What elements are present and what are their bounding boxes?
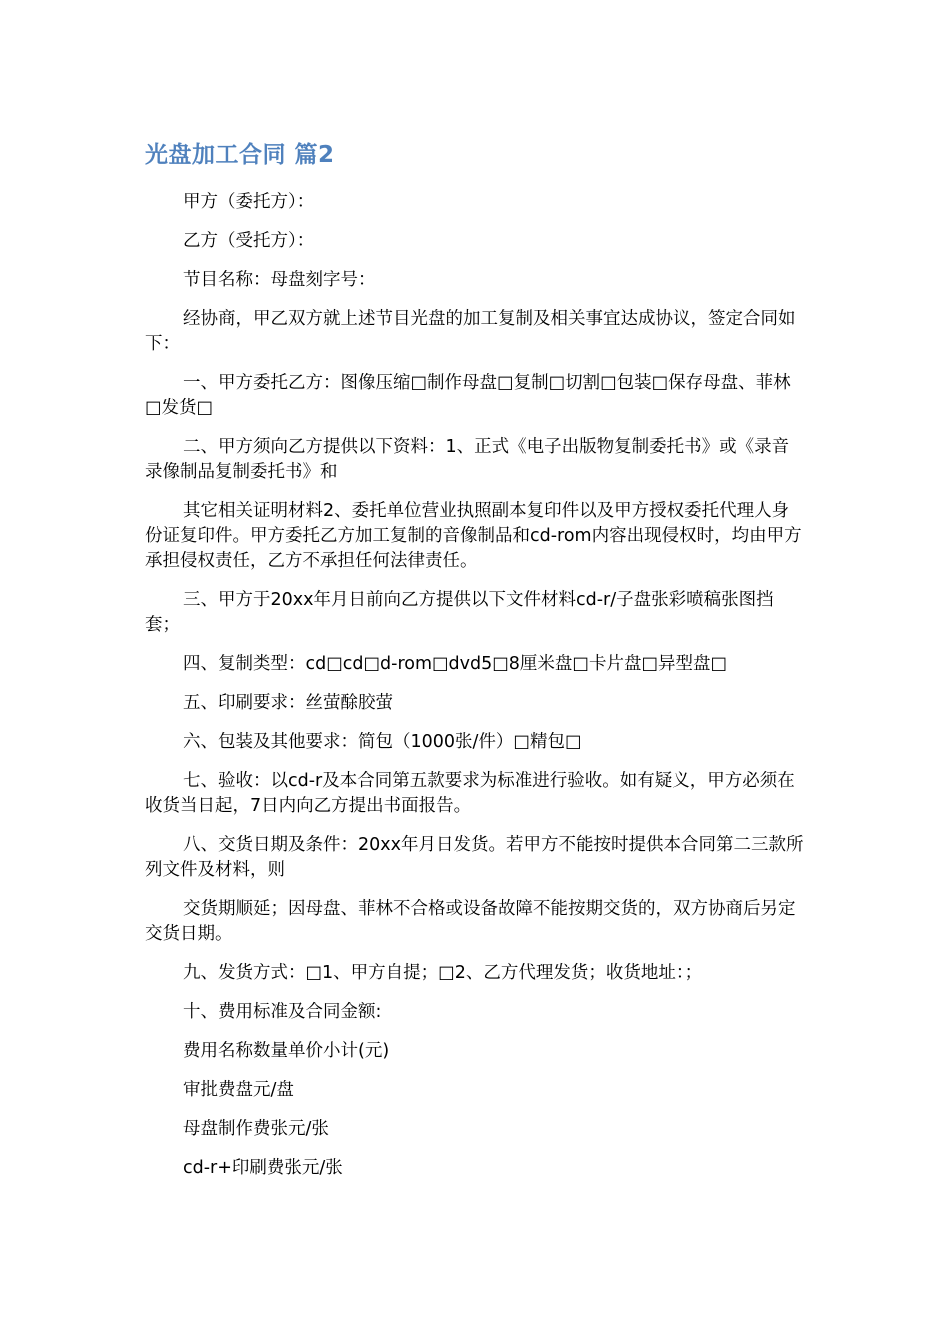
paragraph-party-a: 甲方（委托方）： — [183, 192, 315, 212]
paragraph-clause-3: 三、甲方于20xx年月日前向乙方提供以下文件材料cd-r/子盘张彩喷稿张图挡套； — [145, 590, 774, 635]
paragraph-clause-8-continued: 交货期顺延；因母盘、菲林不合格或设备故障不能按期交货的，双方协商后另定交货日期。 — [145, 899, 796, 944]
paragraph-fee-cdr-printing: cd-r+印刷费张元/张 — [183, 1158, 343, 1178]
paragraph-fee-approval: 审批费盘元/盘 — [183, 1080, 294, 1100]
document-title: 光盘加工合同 篇2 — [145, 142, 335, 168]
paragraph-clause-9: 九、发货方式：□1、甲方自提；□2、乙方代理发货；收货地址：； — [183, 963, 703, 983]
paragraph-clause-4: 四、复制类型：cd□cd□d-rom□dvd5□8厘米盘□卡片盘□异型盘□ — [183, 654, 728, 674]
paragraph-party-b: 乙方（受托方）： — [183, 231, 315, 251]
paragraph-fee-master-disc: 母盘制作费张元/张 — [183, 1119, 329, 1139]
paragraph-program-name: 节目名称：母盘刻字号： — [183, 270, 376, 290]
paragraph-clause-2: 二、甲方须向乙方提供以下资料：1、正式《电子出版物复制委托书》或《录音录像制品复制委托书》和 — [145, 437, 790, 482]
paragraph-fee-header: 费用名称数量单价小计(元) — [183, 1041, 390, 1061]
paragraph-clause-5: 五、印刷要求：丝萤酴胶萤 — [183, 693, 393, 713]
paragraph-clause-10: 十、费用标准及合同金额: — [183, 1002, 382, 1022]
paragraph-clause-6: 六、包装及其他要求：简包（1000张/件）□精包□ — [183, 732, 582, 752]
paragraph-agreement-intro: 经协商，甲乙双方就上述节目光盘的加工复制及相关事宜达成协议，签定合同如下： — [145, 309, 796, 354]
paragraph-clause-7: 七、验收：以cd-r及本合同第五款要求为标准进行验收。如有疑义，甲方必须在收货当日起，7日内向乙方提出书面报告。 — [145, 771, 795, 816]
paragraph-clause-2-continued: 其它相关证明材料2、委托单位营业执照副本复印件以及甲方授权委托代理人身份证复印件。甲方委托乙方加工复制的音像制品和cd-rom内容出现侵权时，均由甲方承担侵权责任，乙方不承担任何法律责任。 — [145, 501, 802, 571]
paragraph-clause-8: 八、交货日期及条件：20xx年月日发货。若甲方不能按时提供本合同第二三款所列文件及材料，则 — [145, 835, 804, 880]
paragraph-clause-1: 一、甲方委托乙方：图像压缩□制作母盘□复制□切割□包装□保存母盘、菲林□发货□ — [145, 373, 791, 418]
